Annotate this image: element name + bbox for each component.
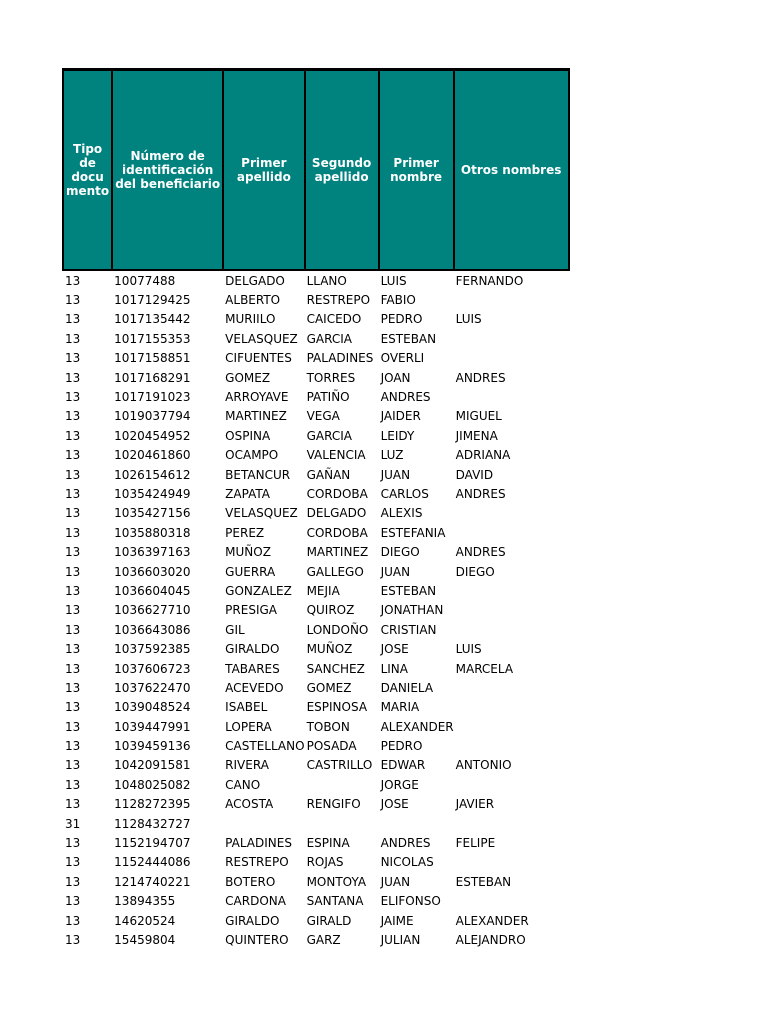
- cell-segundo-apellido[interactable]: GARCIA: [306, 331, 352, 346]
- cell-tipo-documento[interactable]: 13: [65, 836, 81, 851]
- table-row: [63, 717, 569, 736]
- cell-tipo-documento[interactable]: 31: [65, 816, 81, 831]
- table-row: [63, 853, 569, 872]
- cell-primer-apellido[interactable]: MURIILO: [225, 312, 276, 327]
- cell-primer-nombre[interactable]: PEDRO: [380, 312, 423, 327]
- cell-segundo-apellido[interactable]: ESPINA: [306, 836, 350, 851]
- cell-segundo-apellido[interactable]: CAICEDO: [306, 312, 362, 327]
- cell-otros-nombres[interactable]: [454, 853, 569, 872]
- cell-numero-identificacion[interactable]: 1019037794: [114, 409, 191, 424]
- cell-primer-nombre[interactable]: FABIO: [380, 293, 416, 308]
- cell-primer-nombre[interactable]: ANDRES: [380, 390, 431, 405]
- header-otros-nombres: Otros nombres: [454, 70, 569, 271]
- cell-numero-identificacion[interactable]: 1017155353: [114, 331, 191, 346]
- cell-tipo-documento[interactable]: 13: [65, 700, 81, 715]
- cell-otros-nombres[interactable]: [454, 349, 569, 368]
- cell-primer-apellido[interactable]: GIRALDO: [225, 913, 280, 928]
- cell-primer-nombre[interactable]: ESTEFANIA: [380, 525, 446, 540]
- cell-otros-nombres[interactable]: ALEJANDRO: [455, 932, 526, 947]
- cell-primer-nombre[interactable]: JOSE: [380, 642, 409, 657]
- cell-segundo-apellido[interactable]: RESTREPO: [306, 293, 371, 308]
- cell-segundo-apellido[interactable]: VALENCIA: [306, 448, 366, 463]
- table-row: [63, 678, 569, 697]
- cell-segundo-apellido[interactable]: LLANO: [306, 273, 347, 288]
- cell-segundo-apellido[interactable]: PATIÑO: [306, 390, 350, 405]
- cell-tipo-documento[interactable]: 13: [65, 622, 81, 637]
- cell-numero-identificacion[interactable]: 1152194707: [114, 836, 191, 851]
- cell-segundo-apellido[interactable]: VEGA: [306, 409, 340, 424]
- cell-primer-nombre[interactable]: OVERLI: [380, 351, 425, 366]
- table-row: [63, 814, 569, 833]
- cell-segundo-apellido[interactable]: RENGIFO: [306, 797, 361, 812]
- cell-otros-nombres[interactable]: ANDRES: [455, 545, 506, 560]
- cell-primer-apellido[interactable]: MUÑOZ: [225, 545, 271, 560]
- cell-primer-nombre[interactable]: CARLOS: [380, 486, 429, 501]
- cell-segundo-apellido[interactable]: TOBON: [306, 719, 350, 734]
- cell-otros-nombres[interactable]: ANDRES: [455, 370, 506, 385]
- cell-otros-nombres[interactable]: [454, 601, 569, 620]
- cell-segundo-apellido[interactable]: TORRES: [306, 370, 356, 385]
- cell-tipo-documento[interactable]: 13: [65, 312, 81, 327]
- cell-tipo-documento[interactable]: 13: [65, 390, 81, 405]
- cell-primer-nombre[interactable]: CRISTIAN: [380, 622, 437, 637]
- cell-primer-nombre[interactable]: ALEXANDER: [380, 719, 454, 734]
- table-row: [63, 698, 569, 717]
- cell-otros-nombres[interactable]: [454, 814, 569, 833]
- header-primer-apellido: Primer apellido: [223, 70, 304, 271]
- cell-numero-identificacion[interactable]: 1039048524: [114, 700, 191, 715]
- table-row: [63, 290, 569, 309]
- cell-numero-identificacion[interactable]: 1128272395: [114, 797, 191, 812]
- cell-tipo-documento[interactable]: 13: [65, 564, 81, 579]
- cell-primer-apellido[interactable]: GIRALDO: [225, 642, 280, 657]
- cell-tipo-documento[interactable]: 13: [65, 273, 81, 288]
- cell-segundo-apellido[interactable]: SANTANA: [306, 894, 364, 909]
- cell-segundo-apellido[interactable]: CORDOBA: [306, 486, 368, 501]
- cell-numero-identificacion[interactable]: 1039459136: [114, 739, 191, 754]
- cell-primer-apellido[interactable]: OCAMPO: [225, 448, 279, 463]
- cell-segundo-apellido[interactable]: GIRALD: [306, 913, 352, 928]
- cell-primer-nombre[interactable]: JUAN: [380, 467, 411, 482]
- cell-otros-nombres[interactable]: ESTEBAN: [455, 874, 512, 889]
- header-primer-nombre: Primer nombre: [379, 70, 454, 271]
- cell-tipo-documento[interactable]: 13: [65, 409, 81, 424]
- cell-otros-nombres[interactable]: [454, 523, 569, 542]
- cell-primer-nombre[interactable]: ELIFONSO: [380, 894, 441, 909]
- table-row: [63, 446, 569, 465]
- cell-otros-nombres[interactable]: [454, 504, 569, 523]
- cell-tipo-documento[interactable]: 13: [65, 545, 81, 560]
- cell-primer-apellido[interactable]: GOMEZ: [225, 370, 271, 385]
- cell-numero-identificacion[interactable]: 1036397163: [114, 545, 191, 560]
- cell-segundo-apellido[interactable]: MUÑOZ: [306, 642, 353, 657]
- cell-numero-identificacion[interactable]: 1020454952: [114, 428, 191, 443]
- cell-tipo-documento[interactable]: 13: [65, 583, 81, 598]
- cell-tipo-documento[interactable]: 13: [65, 351, 81, 366]
- cell-primer-nombre[interactable]: ESTEBAN: [380, 331, 437, 346]
- cell-otros-nombres[interactable]: MIGUEL: [455, 409, 502, 424]
- cell-primer-apellido[interactable]: GONZALEZ: [225, 583, 292, 598]
- cell-primer-apellido[interactable]: CIFUENTES: [225, 351, 292, 366]
- header-numero-identificacion: Número de identificación del beneficiario: [112, 70, 223, 271]
- cell-segundo-apellido[interactable]: ESPINOSA: [306, 700, 368, 715]
- cell-primer-apellido[interactable]: ZAPATA: [225, 486, 270, 501]
- cell-tipo-documento[interactable]: 13: [65, 797, 81, 812]
- cell-segundo-apellido[interactable]: MARTINEZ: [306, 545, 369, 560]
- cell-tipo-documento[interactable]: 13: [65, 331, 81, 346]
- table-row: [63, 795, 569, 814]
- cell-otros-nombres[interactable]: LUIS: [455, 642, 482, 657]
- cell-numero-identificacion[interactable]: 1035424949: [114, 486, 191, 501]
- cell-otros-nombres[interactable]: ADRIANA: [455, 448, 511, 463]
- cell-otros-nombres[interactable]: ANDRES: [455, 486, 506, 501]
- cell-primer-nombre[interactable]: LUIS: [380, 273, 407, 288]
- cell-primer-nombre[interactable]: EDWAR: [380, 758, 426, 773]
- cell-primer-nombre[interactable]: PEDRO: [380, 739, 423, 754]
- cell-otros-nombres[interactable]: [454, 290, 569, 309]
- cell-numero-identificacion[interactable]: 14620524: [114, 913, 176, 928]
- cell-tipo-documento[interactable]: 13: [65, 525, 81, 540]
- table-body: [63, 270, 569, 950]
- cell-numero-identificacion[interactable]: 1017168291: [114, 370, 191, 385]
- table-row: [63, 407, 569, 426]
- cell-numero-identificacion[interactable]: 1017158851: [114, 351, 191, 366]
- cell-otros-nombres[interactable]: ANTONIO: [455, 758, 512, 773]
- cell-segundo-apellido[interactable]: PALADINES: [306, 351, 374, 366]
- cell-tipo-documento[interactable]: 13: [65, 603, 81, 618]
- cell-primer-apellido[interactable]: CARDONA: [225, 894, 286, 909]
- cell-otros-nombres[interactable]: [454, 698, 569, 717]
- cell-otros-nombres[interactable]: FELIPE: [455, 836, 496, 851]
- table-row: [63, 775, 569, 794]
- cell-segundo-apellido[interactable]: GALLEGO: [306, 564, 364, 579]
- cell-primer-apellido[interactable]: RIVERA: [225, 758, 269, 773]
- cell-tipo-documento[interactable]: 13: [65, 661, 81, 676]
- table-row: [63, 833, 569, 852]
- cell-otros-nombres[interactable]: [454, 892, 569, 911]
- cell-numero-identificacion[interactable]: 1020461860: [114, 448, 191, 463]
- cell-tipo-documento[interactable]: 13: [65, 777, 81, 792]
- table-row: [63, 659, 569, 678]
- table-row: [63, 601, 569, 620]
- table-row: [63, 756, 569, 775]
- cell-primer-apellido[interactable]: BETANCUR: [225, 467, 291, 482]
- cell-tipo-documento[interactable]: 13: [65, 448, 81, 463]
- header-row: [63, 70, 569, 271]
- cell-primer-nombre[interactable]: JAIME: [380, 913, 414, 928]
- cell-primer-apellido[interactable]: DELGADO: [225, 273, 285, 288]
- cell-numero-identificacion[interactable]: 1037606723: [114, 661, 191, 676]
- cell-tipo-documento[interactable]: 13: [65, 932, 81, 947]
- cell-primer-apellido[interactable]: PRESIGA: [225, 603, 277, 618]
- table-row: [63, 542, 569, 561]
- cell-primer-nombre[interactable]: ESTEBAN: [380, 583, 437, 598]
- cell-otros-nombres[interactable]: [454, 717, 569, 736]
- cell-numero-identificacion[interactable]: 1035427156: [114, 506, 191, 521]
- cell-segundo-apellido[interactable]: MEJIA: [306, 583, 340, 598]
- cell-otros-nombres[interactable]: ALEXANDER: [455, 913, 529, 928]
- cell-tipo-documento[interactable]: 13: [65, 719, 81, 734]
- table-row: [63, 504, 569, 523]
- cell-primer-apellido[interactable]: BOTERO: [225, 874, 276, 889]
- cell-otros-nombres[interactable]: [454, 678, 569, 697]
- cell-segundo-apellido[interactable]: CASTRILLO: [306, 758, 373, 773]
- table-row: [63, 329, 569, 348]
- cell-segundo-apellido[interactable]: GARZ: [306, 932, 341, 947]
- cell-primer-nombre[interactable]: JONATHAN: [380, 603, 444, 618]
- cell-tipo-documento[interactable]: 13: [65, 642, 81, 657]
- cell-numero-identificacion[interactable]: 1048025082: [114, 777, 191, 792]
- cell-numero-identificacion[interactable]: 1017135442: [114, 312, 191, 327]
- table-row: [63, 581, 569, 600]
- header-tipo-documento: Tipo de docu mento: [63, 70, 112, 271]
- cell-primer-apellido[interactable]: GUERRA: [225, 564, 276, 579]
- table-row: [63, 465, 569, 484]
- cell-primer-nombre[interactable]: JORGE: [380, 777, 419, 792]
- cell-primer-nombre[interactable]: JULIAN: [380, 932, 421, 947]
- cell-primer-nombre[interactable]: JUAN: [380, 564, 411, 579]
- cell-numero-identificacion[interactable]: 10077488: [114, 273, 176, 288]
- cell-primer-nombre[interactable]: ANDRES: [380, 836, 431, 851]
- cell-numero-identificacion[interactable]: 1036603020: [114, 564, 191, 579]
- cell-otros-nombres[interactable]: JAVIER: [455, 797, 495, 812]
- cell-primer-apellido[interactable]: QUINTERO: [225, 932, 289, 947]
- cell-numero-identificacion[interactable]: 1128432727: [114, 816, 191, 831]
- table-row: [63, 639, 569, 658]
- cell-otros-nombres[interactable]: [454, 736, 569, 755]
- cell-segundo-apellido[interactable]: GARCIA: [306, 428, 352, 443]
- cell-primer-apellido[interactable]: OSPINA: [225, 428, 271, 443]
- cell-primer-apellido[interactable]: VELASQUEZ: [225, 506, 298, 521]
- cell-segundo-apellido[interactable]: MONTOYA: [306, 874, 367, 889]
- cell-segundo-apellido[interactable]: POSADA: [306, 739, 357, 754]
- cell-otros-nombres[interactable]: [454, 581, 569, 600]
- table-row: [63, 270, 569, 290]
- table-row: [63, 892, 569, 911]
- cell-otros-nombres[interactable]: [454, 620, 569, 639]
- cell-tipo-documento[interactable]: 13: [65, 467, 81, 482]
- cell-numero-identificacion[interactable]: 1035880318: [114, 525, 191, 540]
- cell-numero-identificacion[interactable]: 1037592385: [114, 642, 191, 657]
- cell-otros-nombres[interactable]: [454, 775, 569, 794]
- cell-otros-nombres[interactable]: FERNANDO: [455, 273, 524, 288]
- cell-tipo-documento[interactable]: 13: [65, 855, 81, 870]
- cell-tipo-documento[interactable]: 13: [65, 680, 81, 695]
- cell-tipo-documento[interactable]: 13: [65, 874, 81, 889]
- cell-numero-identificacion[interactable]: 1026154612: [114, 467, 191, 482]
- cell-primer-nombre[interactable]: JOAN: [380, 370, 411, 385]
- cell-tipo-documento[interactable]: 13: [65, 293, 81, 308]
- cell-primer-apellido[interactable]: ACEVEDO: [225, 680, 284, 695]
- cell-primer-apellido[interactable]: ACOSTA: [225, 797, 274, 812]
- cell-primer-nombre[interactable]: DIEGO: [380, 545, 420, 560]
- table-row: [63, 484, 569, 503]
- cell-numero-identificacion[interactable]: 1017191023: [114, 390, 191, 405]
- cell-numero-identificacion[interactable]: 1214740221: [114, 874, 191, 889]
- cell-primer-apellido[interactable]: CANO: [225, 777, 261, 792]
- cell-tipo-documento[interactable]: 13: [65, 506, 81, 521]
- table-row: [63, 368, 569, 387]
- cell-segundo-apellido[interactable]: ROJAS: [306, 855, 344, 870]
- cell-numero-identificacion[interactable]: 1152444086: [114, 855, 191, 870]
- cell-primer-nombre[interactable]: JUAN: [380, 874, 411, 889]
- cell-primer-apellido[interactable]: ISABEL: [225, 700, 268, 715]
- table-row: [63, 620, 569, 639]
- cell-tipo-documento[interactable]: 13: [65, 370, 81, 385]
- cell-numero-identificacion[interactable]: 1042091581: [114, 758, 191, 773]
- cell-primer-apellido[interactable]: GIL: [225, 622, 245, 637]
- table-row: [63, 387, 569, 406]
- cell-tipo-documento[interactable]: 13: [65, 894, 81, 909]
- cell-primer-apellido[interactable]: PEREZ: [225, 525, 265, 540]
- cell-primer-apellido[interactable]: ARROYAVE: [225, 390, 289, 405]
- cell-tipo-documento[interactable]: 13: [65, 913, 81, 928]
- cell-primer-nombre[interactable]: JAIDER: [380, 409, 421, 424]
- cell-segundo-apellido[interactable]: DELGADO: [306, 506, 367, 521]
- cell-segundo-apellido[interactable]: SANCHEZ: [306, 661, 365, 676]
- cell-numero-identificacion[interactable]: 15459804: [114, 932, 176, 947]
- cell-otros-nombres[interactable]: DAVID: [455, 467, 494, 482]
- cell-numero-identificacion[interactable]: 1036643086: [114, 622, 191, 637]
- cell-primer-apellido[interactable]: VELASQUEZ: [225, 331, 298, 346]
- spreadsheet: [62, 68, 570, 950]
- cell-tipo-documento[interactable]: 13: [65, 739, 81, 754]
- table-row: [63, 523, 569, 542]
- table-row: [63, 426, 569, 445]
- cell-primer-apellido[interactable]: LOPERA: [225, 719, 272, 734]
- cell-primer-apellido[interactable]: RESTREPO: [225, 855, 289, 870]
- cell-otros-nombres[interactable]: MARCELA: [455, 661, 514, 676]
- cell-primer-nombre[interactable]: NICOLAS: [380, 855, 434, 870]
- cell-primer-apellido[interactable]: ALBERTO: [225, 293, 281, 308]
- cell-segundo-apellido[interactable]: LONDOÑO: [306, 622, 369, 637]
- cell-numero-identificacion[interactable]: 1017129425: [114, 293, 191, 308]
- cell-primer-nombre[interactable]: LINA: [380, 661, 408, 676]
- cell-segundo-apellido[interactable]: QUIROZ: [306, 603, 355, 618]
- cell-primer-nombre[interactable]: MARIA: [380, 700, 420, 715]
- table-row: [63, 736, 569, 755]
- table-row: [63, 310, 569, 329]
- cell-tipo-documento[interactable]: 13: [65, 486, 81, 501]
- cell-primer-apellido[interactable]: CASTELLANO: [225, 739, 305, 754]
- cell-otros-nombres[interactable]: [454, 387, 569, 406]
- cell-primer-nombre[interactable]: LUZ: [380, 448, 404, 463]
- cell-tipo-documento[interactable]: 13: [65, 758, 81, 773]
- cell-otros-nombres[interactable]: JIMENA: [455, 428, 498, 443]
- cell-segundo-apellido[interactable]: GOMEZ: [306, 680, 352, 695]
- cell-primer-nombre[interactable]: ALEXIS: [380, 506, 423, 521]
- table-row: [63, 930, 569, 949]
- cell-segundo-apellido[interactable]: [305, 814, 379, 833]
- cell-primer-nombre[interactable]: LEIDY: [380, 428, 415, 443]
- cell-numero-identificacion[interactable]: 1036604045: [114, 583, 191, 598]
- cell-tipo-documento[interactable]: 13: [65, 428, 81, 443]
- cell-segundo-apellido[interactable]: CORDOBA: [306, 525, 368, 540]
- cell-otros-nombres[interactable]: LUIS: [455, 312, 482, 327]
- cell-numero-identificacion[interactable]: 1039447991: [114, 719, 191, 734]
- table-row: [63, 911, 569, 930]
- cell-otros-nombres[interactable]: DIEGO: [455, 564, 495, 579]
- cell-primer-nombre[interactable]: JOSE: [380, 797, 409, 812]
- cell-primer-apellido[interactable]: [223, 814, 304, 833]
- cell-primer-nombre[interactable]: DANIELA: [380, 680, 434, 695]
- cell-primer-apellido[interactable]: MARTINEZ: [225, 409, 287, 424]
- cell-numero-identificacion[interactable]: 1036627710: [114, 603, 191, 618]
- cell-numero-identificacion[interactable]: 13894355: [114, 894, 176, 909]
- table-row: [63, 562, 569, 581]
- beneficiary-table: [62, 68, 570, 950]
- cell-primer-apellido[interactable]: TABARES: [225, 661, 280, 676]
- table-row: [63, 349, 569, 368]
- cell-primer-apellido[interactable]: PALADINES: [225, 836, 292, 851]
- table-row: [63, 872, 569, 891]
- cell-primer-nombre[interactable]: [379, 814, 454, 833]
- cell-segundo-apellido[interactable]: GAÑAN: [306, 467, 351, 482]
- cell-segundo-apellido[interactable]: [305, 775, 379, 794]
- cell-otros-nombres[interactable]: [454, 329, 569, 348]
- cell-numero-identificacion[interactable]: 1037622470: [114, 680, 191, 695]
- header-segundo-apellido: Segundo apellido: [305, 70, 379, 271]
